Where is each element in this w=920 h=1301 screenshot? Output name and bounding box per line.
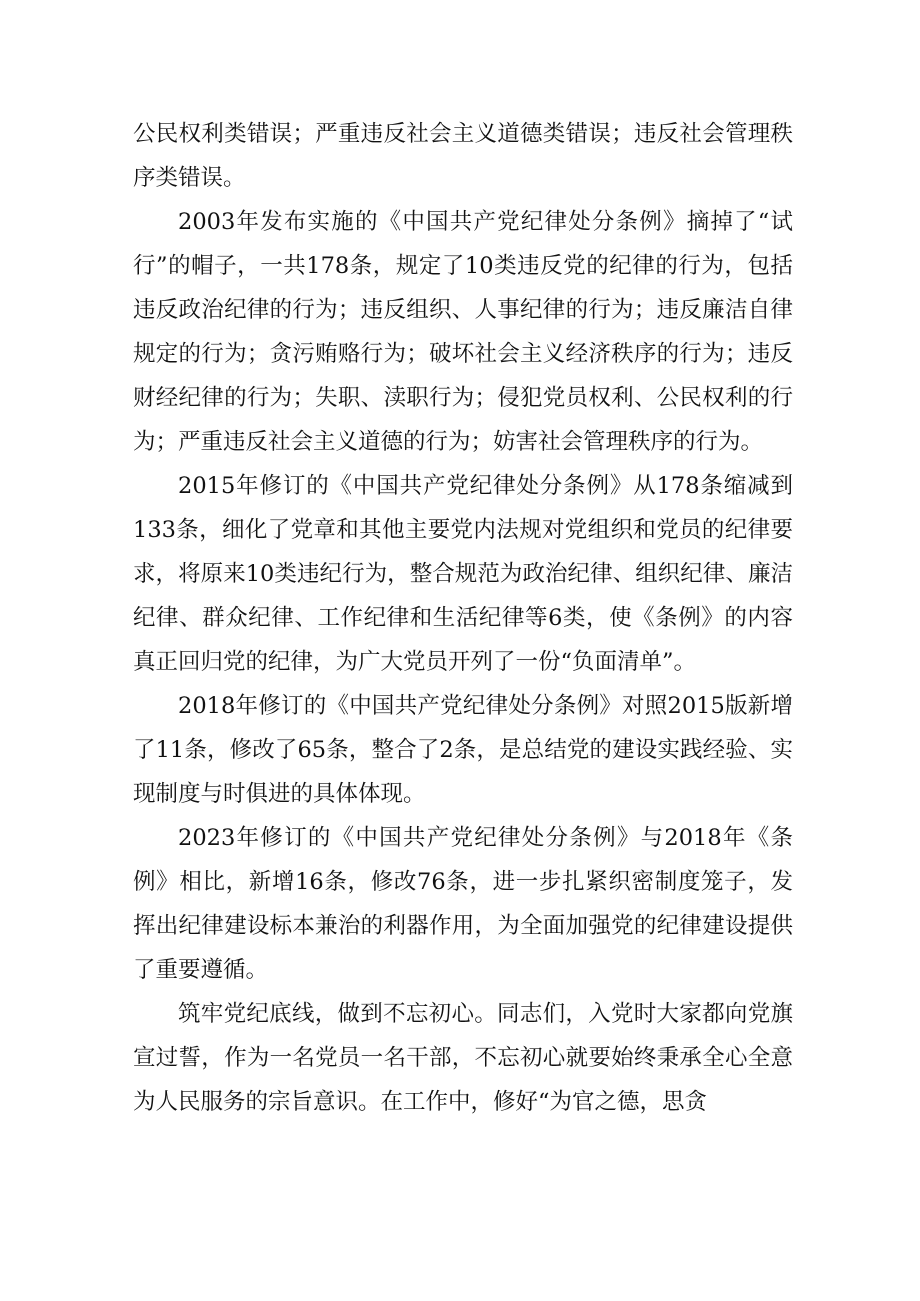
paragraph-2023-revision: 2023年修订的《中国共产党纪律处分条例》与2018年《条例》相比，新增16条，修改76条，进一步扎紧织密制度笼子，发挥出纪律建设标本兼治的利器作用，为全面加强党的纪律建设提供了重要遵循。 (133, 825, 793, 983)
paragraph-2003-regulation: 2003年发布实施的《中国共产党纪律处分条例》摘掉了“试行”的帽子，一共178条，规定了10类违反党的纪律的行为，包括违反政治纪律的行为；违反组织、人事纪律的行为；违反廉洁自律规定的行为；贪污贿赂行为；破坏社会主义经济秩序的行为；违反财经纪律的行为；失职、渎职行为；侵犯党员权利、公民权利的行为；严重违反社会主义道德的行为；妨害社会管理秩序的行为。 (133, 209, 793, 455)
paragraph-party-discipline: 筑牢党纪底线，做到不忘初心。同志们，入党时大家都向党旗宣过誓，作为一名党员一名干部，不忘初心就要始终秉承全心全意为人民服务的宗旨意识。在工作中，修好“为官之德，思贪 (133, 1001, 793, 1115)
paragraph-2015-revision: 2015年修订的《中国共产党纪律处分条例》从178条缩减到133条，细化了党章和其他主要党内法规对党组织和党员的纪律要求，将原来10类违纪行为，整合规范为政治纪律、组织纪律、廉洁纪律、群众纪律、工作纪律和生活纪律等6类，使《条例》的内容真正回归党的纪律，为广大党员开列了一份“负面清单”。 (133, 473, 793, 675)
paragraph-continuation: 公民权利类错误；严重违反社会主义道德类错误；违反社会管理秩序类错误。 (133, 121, 793, 191)
body-text (133, 112, 793, 1124)
paragraph-2018-revision: 2018年修订的《中国共产党纪律处分条例》对照2015版新增了11条，修改了65条，整合了2条，是总结党的建设实践经验、实现制度与时俱进的具体体现。 (133, 693, 793, 807)
